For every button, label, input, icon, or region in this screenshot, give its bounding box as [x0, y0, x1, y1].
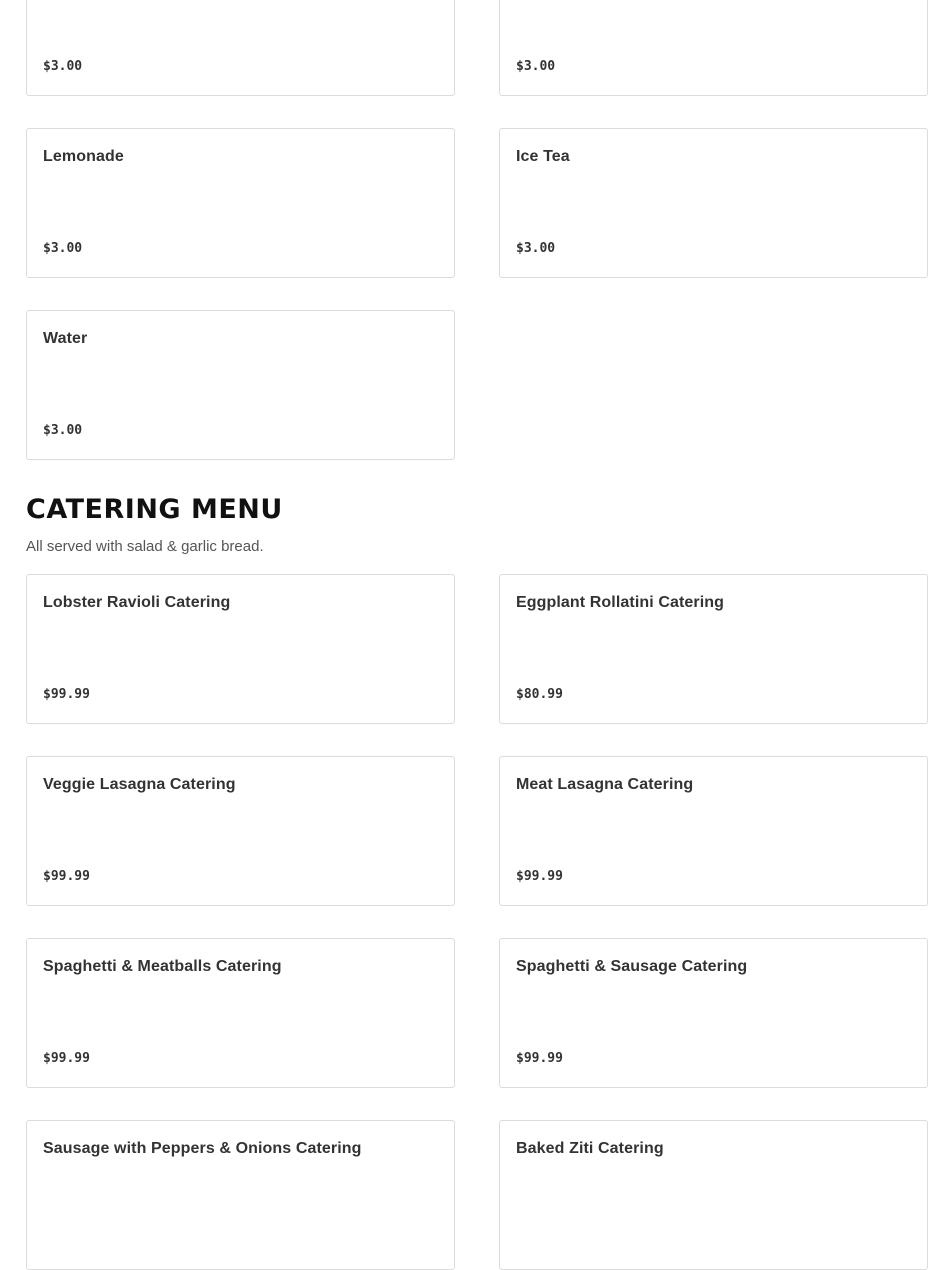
catering-grid: [26, 574, 928, 1270]
menu-item-card[interactable]: [499, 0, 928, 96]
menu-item-price: $3.00: [43, 241, 83, 256]
menu-item-spaghetti-sausage-catering[interactable]: [499, 938, 928, 1088]
section-description: All served with salad & garlic bread.: [26, 538, 264, 555]
menu-item-card[interactable]: [26, 0, 455, 96]
menu-item-veggie-lasagna-catering[interactable]: [26, 756, 455, 906]
menu-item-price: $3.00: [516, 241, 556, 256]
menu-item-lemonade[interactable]: [26, 128, 455, 278]
menu-item-ice-tea[interactable]: [499, 128, 928, 278]
menu-item-baked-ziti-catering[interactable]: [499, 1120, 928, 1270]
menu-item-eggplant-rollatini-catering[interactable]: [499, 574, 928, 724]
menu-page: [26, 0, 928, 1270]
menu-item-price: $99.99: [43, 1051, 90, 1066]
menu-item-price: $3.00: [43, 59, 83, 74]
menu-item-price: $3.00: [43, 423, 83, 438]
menu-item-price: $80.99: [516, 687, 563, 702]
menu-item-name: Spaghetti & Sausage Catering: [516, 958, 748, 975]
menu-item-name: Lobster Ravioli Catering: [43, 594, 231, 611]
menu-item-spaghetti-meatballs-catering[interactable]: [26, 938, 455, 1088]
menu-item-name: Water: [43, 330, 88, 347]
menu-item-sausage-peppers-onions-catering[interactable]: [26, 1120, 455, 1270]
beverages-grid: [26, 0, 928, 460]
menu-item-name: Meat Lasagna Catering: [516, 776, 694, 793]
menu-item-name: Baked Ziti Catering: [516, 1140, 664, 1157]
menu-item-name: Lemonade: [43, 148, 124, 165]
menu-item-name: Veggie Lasagna Catering: [43, 776, 236, 793]
menu-item-price: $99.99: [43, 869, 90, 884]
menu-item-meat-lasagna-catering[interactable]: [499, 756, 928, 906]
menu-item-name: Spaghetti & Meatballs Catering: [43, 958, 282, 975]
menu-item-price: $3.00: [516, 59, 556, 74]
menu-item-price: $99.99: [516, 1051, 563, 1066]
menu-item-name: Ice Tea: [516, 148, 570, 165]
menu-item-price: $99.99: [516, 869, 563, 884]
menu-item-water[interactable]: [26, 310, 455, 460]
menu-item-price: $99.99: [43, 687, 90, 702]
menu-item-name: Eggplant Rollatini Catering: [516, 594, 725, 611]
menu-item-name: Sausage with Peppers & Onions Catering: [43, 1140, 362, 1157]
section-title: CATERING MENU: [26, 494, 283, 525]
menu-item-lobster-ravioli-catering[interactable]: [26, 574, 455, 724]
